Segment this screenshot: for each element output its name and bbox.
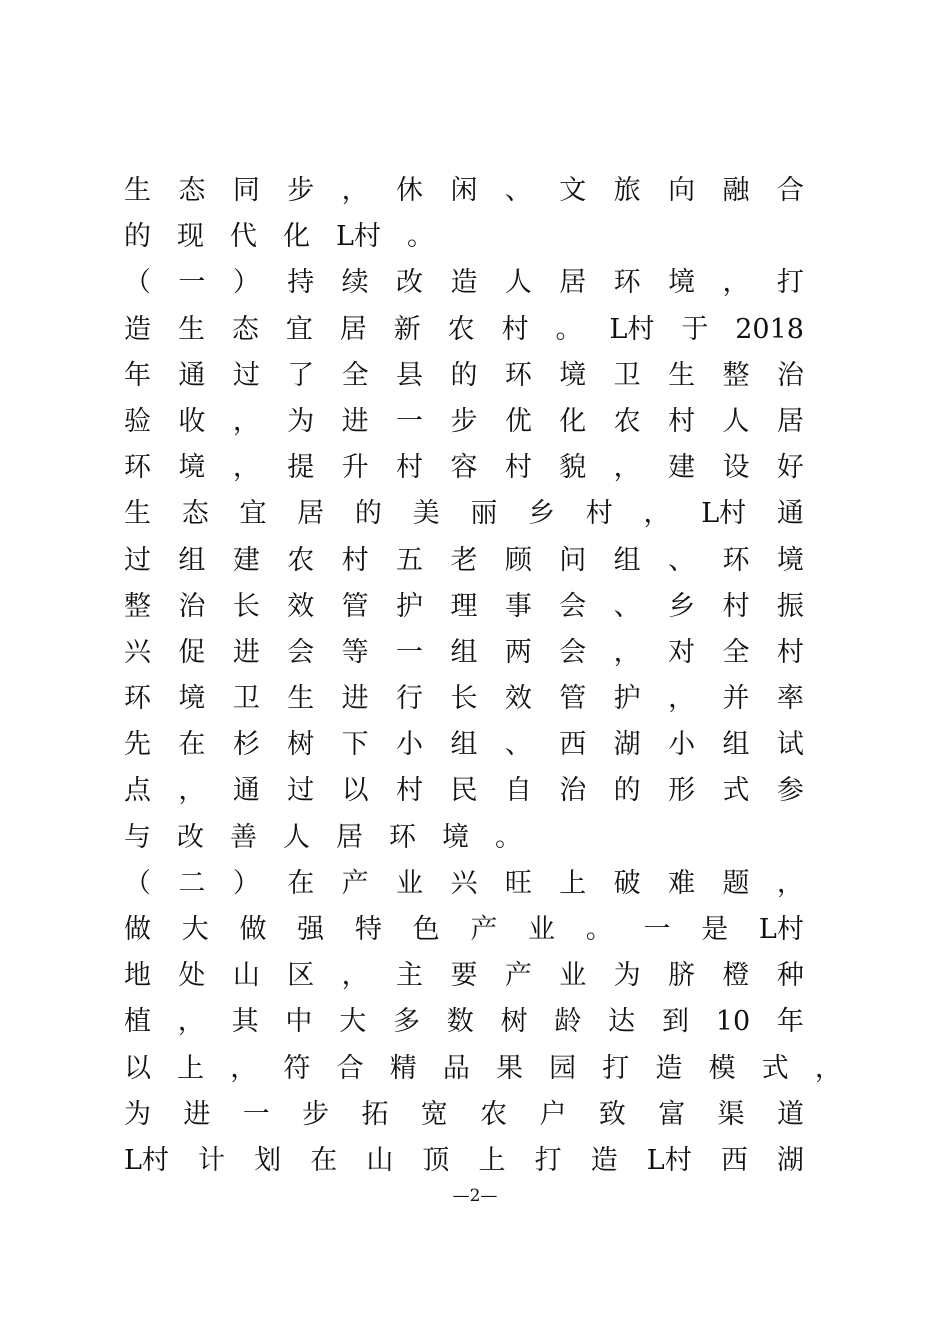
text-glyph: 组 bbox=[450, 729, 478, 761]
text-glyph: 计 bbox=[198, 1144, 226, 1176]
text-glyph: 为 bbox=[124, 1098, 151, 1130]
text-glyph: 10 bbox=[715, 1006, 751, 1038]
text-glyph: ， bbox=[814, 1052, 842, 1084]
text-glyph: 业 bbox=[559, 960, 587, 992]
text-glyph: 植 bbox=[124, 1006, 151, 1038]
text-glyph: 等 bbox=[341, 636, 369, 668]
text-glyph: 业 bbox=[528, 914, 556, 945]
text-glyph: 旺 bbox=[504, 867, 532, 899]
text-glyph: 境 bbox=[442, 821, 469, 853]
text-glyph: 管 bbox=[341, 590, 369, 622]
text-glyph: 主 bbox=[396, 960, 424, 992]
text-glyph: 代 bbox=[230, 221, 257, 253]
text-glyph: 一 bbox=[643, 914, 671, 945]
text-glyph: 的 bbox=[354, 498, 382, 530]
text-glyph: 。 bbox=[495, 821, 522, 853]
text-line bbox=[124, 630, 804, 676]
text-glyph: 护 bbox=[396, 590, 424, 622]
text-glyph: 橙 bbox=[722, 960, 750, 992]
text-glyph: 品 bbox=[442, 1052, 470, 1084]
text-glyph: 组 bbox=[178, 544, 206, 576]
text-glyph: 人 bbox=[504, 267, 532, 299]
text-line bbox=[124, 584, 804, 630]
text-glyph: 下 bbox=[341, 729, 369, 761]
text-glyph: 闲 bbox=[450, 175, 478, 206]
text-glyph: 对 bbox=[668, 636, 696, 668]
text-glyph: 一 bbox=[242, 1098, 270, 1130]
text-glyph: 形 bbox=[668, 775, 696, 807]
text-glyph: 以 bbox=[341, 775, 369, 807]
text-glyph: 组 bbox=[613, 544, 641, 576]
text-glyph: 通 bbox=[232, 775, 260, 807]
text-glyph: 效 bbox=[287, 590, 315, 622]
text-glyph: 宜 bbox=[285, 313, 313, 345]
text-glyph: 境 bbox=[776, 544, 804, 576]
text-glyph: 验 bbox=[124, 405, 151, 437]
text-line bbox=[124, 1046, 842, 1092]
text-glyph: 整 bbox=[722, 359, 750, 391]
text-glyph: 进 bbox=[341, 683, 369, 715]
text-glyph: 造 bbox=[124, 313, 151, 345]
text-glyph: 自 bbox=[504, 775, 532, 807]
text-glyph: ） bbox=[232, 267, 260, 299]
text-glyph: 一 bbox=[396, 636, 424, 668]
text-glyph: 治 bbox=[559, 775, 587, 807]
text-glyph: 树 bbox=[500, 1006, 528, 1038]
text-line bbox=[124, 676, 804, 722]
text-glyph: 行 bbox=[396, 683, 424, 715]
text-glyph: 2018 bbox=[735, 313, 804, 345]
text-glyph: 村 bbox=[776, 636, 804, 668]
text-glyph: 态 bbox=[181, 498, 209, 530]
text-glyph: 参 bbox=[776, 775, 804, 807]
text-glyph: 为 bbox=[613, 960, 641, 992]
text-glyph: 善 bbox=[230, 821, 257, 853]
text-glyph: ， bbox=[178, 775, 206, 807]
text-glyph: 处 bbox=[178, 960, 206, 992]
text-glyph: 过 bbox=[124, 544, 151, 576]
text-line bbox=[124, 399, 804, 445]
text-glyph: 村 bbox=[341, 544, 369, 576]
text-glyph: 两 bbox=[504, 636, 532, 668]
text-glyph: 树 bbox=[287, 729, 315, 761]
text-glyph: 大 bbox=[339, 1006, 367, 1038]
text-glyph: 休 bbox=[396, 175, 424, 206]
text-glyph: 特 bbox=[354, 914, 382, 945]
text-glyph: 全 bbox=[722, 636, 750, 668]
text-glyph: 龄 bbox=[554, 1006, 582, 1038]
text-line bbox=[124, 353, 804, 399]
text-line bbox=[124, 214, 804, 260]
text-glyph: 打 bbox=[534, 1144, 562, 1176]
text-glyph: 湖 bbox=[613, 729, 641, 761]
text-glyph: 了 bbox=[287, 359, 315, 391]
text-glyph: 新 bbox=[393, 313, 421, 345]
text-glyph: 人 bbox=[283, 821, 310, 853]
text-glyph: 促 bbox=[178, 636, 206, 668]
text-glyph: 顶 bbox=[422, 1144, 450, 1176]
text-glyph: 会 bbox=[287, 636, 315, 668]
text-glyph: 在 bbox=[287, 867, 315, 899]
text-glyph: 先 bbox=[124, 729, 151, 761]
text-line bbox=[124, 768, 804, 814]
text-glyph: 模 bbox=[708, 1052, 736, 1084]
text-glyph: 道 bbox=[776, 1098, 804, 1130]
text-glyph: 、 bbox=[668, 544, 696, 576]
text-glyph: 升 bbox=[341, 452, 369, 484]
text-glyph: 达 bbox=[608, 1006, 636, 1038]
text-line bbox=[124, 168, 804, 214]
text-glyph: 其 bbox=[231, 1006, 259, 1038]
text-glyph: 造 bbox=[590, 1144, 618, 1176]
text-glyph: 卫 bbox=[232, 683, 260, 715]
text-glyph: 题 bbox=[722, 867, 750, 899]
text-glyph: 二 bbox=[178, 867, 206, 899]
text-glyph: 进 bbox=[183, 1098, 211, 1130]
text-glyph: 强 bbox=[297, 914, 325, 945]
text-glyph: 到 bbox=[661, 1006, 689, 1038]
text-glyph: 同 bbox=[232, 175, 260, 206]
text-glyph: L村 bbox=[701, 498, 747, 530]
text-glyph: 在 bbox=[178, 729, 206, 761]
text-glyph: 旅 bbox=[613, 175, 641, 206]
text-glyph: 融 bbox=[722, 175, 750, 206]
text-glyph: 湖 bbox=[776, 1144, 804, 1176]
text-glyph: 破 bbox=[613, 867, 641, 899]
text-glyph: 步 bbox=[450, 405, 478, 437]
text-line bbox=[124, 260, 804, 306]
text-glyph: 问 bbox=[559, 544, 587, 576]
text-line bbox=[124, 815, 804, 861]
text-glyph: 业 bbox=[396, 867, 424, 899]
text-glyph: 境 bbox=[559, 359, 587, 391]
text-glyph: 的 bbox=[450, 359, 478, 391]
text-glyph: 划 bbox=[254, 1144, 282, 1176]
text-glyph: 会 bbox=[559, 636, 587, 668]
text-glyph: 的 bbox=[613, 775, 641, 807]
text-glyph: 村 bbox=[722, 590, 750, 622]
text-glyph: 西 bbox=[720, 1144, 748, 1176]
text-glyph: 长 bbox=[450, 683, 478, 715]
text-glyph: 生 bbox=[287, 683, 315, 715]
text-glyph: 过 bbox=[287, 775, 315, 807]
text-glyph: 拓 bbox=[361, 1098, 389, 1130]
text-glyph: 生 bbox=[177, 313, 205, 345]
text-glyph: 振 bbox=[776, 590, 804, 622]
text-glyph: 向 bbox=[668, 175, 696, 206]
text-glyph: 打 bbox=[776, 267, 804, 299]
text-glyph: 兴 bbox=[450, 867, 478, 899]
text-glyph: 步 bbox=[287, 175, 315, 206]
text-glyph: 试 bbox=[776, 729, 804, 761]
text-glyph: 建 bbox=[232, 544, 260, 576]
text-glyph: 渠 bbox=[717, 1098, 745, 1130]
text-glyph: 步 bbox=[302, 1098, 330, 1130]
text-glyph: 生 bbox=[124, 498, 151, 530]
text-glyph: 年 bbox=[776, 1006, 804, 1038]
text-glyph: （ bbox=[124, 867, 151, 899]
text-glyph: 做 bbox=[124, 914, 151, 945]
text-glyph: ， bbox=[722, 267, 750, 299]
text-glyph: 造 bbox=[655, 1052, 683, 1084]
text-glyph: 、 bbox=[504, 729, 532, 761]
text-glyph: 管 bbox=[559, 683, 587, 715]
text-glyph: 生 bbox=[668, 359, 696, 391]
text-line bbox=[124, 953, 804, 999]
text-glyph: 护 bbox=[613, 683, 641, 715]
text-glyph: ， bbox=[643, 498, 671, 530]
text-glyph: 现 bbox=[177, 221, 204, 253]
text-glyph: 农 bbox=[613, 405, 641, 437]
text-line bbox=[124, 307, 804, 353]
text-glyph: L村 bbox=[336, 221, 381, 253]
text-glyph: 全 bbox=[341, 359, 369, 391]
text-glyph: 收 bbox=[178, 405, 206, 437]
text-glyph: 宜 bbox=[239, 498, 267, 530]
text-glyph: 建 bbox=[668, 452, 696, 484]
text-glyph: L村 bbox=[124, 1144, 169, 1176]
text-glyph: 并 bbox=[722, 683, 750, 715]
text-glyph: 整 bbox=[124, 590, 151, 622]
text-glyph: 产 bbox=[470, 914, 498, 945]
text-glyph: 产 bbox=[341, 867, 369, 899]
text-glyph: 通 bbox=[776, 498, 804, 530]
text-glyph: 容 bbox=[450, 452, 478, 484]
text-glyph: 合 bbox=[776, 175, 804, 206]
text-line bbox=[124, 861, 804, 907]
text-glyph: 率 bbox=[776, 683, 804, 715]
text-glyph: 通 bbox=[178, 359, 206, 391]
text-glyph: ， bbox=[341, 175, 369, 206]
text-line bbox=[124, 722, 804, 768]
text-glyph: 效 bbox=[504, 683, 532, 715]
text-glyph: 脐 bbox=[668, 960, 696, 992]
text-glyph: 于 bbox=[681, 313, 709, 345]
text-glyph: 农 bbox=[287, 544, 315, 576]
text-glyph: 要 bbox=[450, 960, 478, 992]
text-glyph: 环 bbox=[504, 359, 532, 391]
body-text bbox=[124, 168, 842, 1184]
text-glyph: 园 bbox=[549, 1052, 577, 1084]
text-glyph: 居 bbox=[297, 498, 325, 530]
text-line bbox=[124, 1092, 804, 1138]
text-glyph: 进 bbox=[232, 636, 260, 668]
text-line bbox=[124, 1138, 804, 1184]
text-glyph: 居 bbox=[776, 405, 804, 437]
text-glyph: 态 bbox=[178, 175, 206, 206]
text-glyph: 人 bbox=[722, 405, 750, 437]
text-glyph: ， bbox=[341, 960, 369, 992]
text-glyph: 一 bbox=[178, 267, 206, 299]
text-glyph: 文 bbox=[559, 175, 587, 206]
text-glyph: 村 bbox=[504, 452, 532, 484]
text-glyph: 民 bbox=[450, 775, 478, 807]
text-glyph: 小 bbox=[668, 729, 696, 761]
text-glyph: 改 bbox=[177, 821, 204, 853]
text-glyph: 上 bbox=[478, 1144, 506, 1176]
text-glyph: ， bbox=[177, 1006, 205, 1038]
text-line bbox=[124, 538, 804, 584]
text-glyph: 事 bbox=[504, 590, 532, 622]
text-glyph: 山 bbox=[232, 960, 260, 992]
text-glyph: 山 bbox=[366, 1144, 394, 1176]
text-glyph: 兴 bbox=[124, 636, 151, 668]
text-glyph: 县 bbox=[396, 359, 424, 391]
text-glyph: 治 bbox=[178, 590, 206, 622]
text-glyph: 精 bbox=[389, 1052, 417, 1084]
text-glyph: 以 bbox=[124, 1052, 151, 1084]
text-glyph: 续 bbox=[341, 267, 369, 299]
text-glyph: 组 bbox=[450, 636, 478, 668]
text-glyph: 美 bbox=[412, 498, 440, 530]
text-glyph: 与 bbox=[124, 821, 151, 853]
text-glyph: 富 bbox=[658, 1098, 686, 1130]
text-glyph: 环 bbox=[389, 821, 416, 853]
text-glyph: 上 bbox=[559, 867, 587, 899]
text-line bbox=[124, 491, 804, 537]
text-glyph: 在 bbox=[310, 1144, 338, 1176]
text-glyph: 符 bbox=[283, 1052, 311, 1084]
text-glyph: L村 bbox=[609, 313, 655, 345]
text-glyph: 是 bbox=[701, 914, 729, 945]
text-glyph: 优 bbox=[504, 405, 532, 437]
text-glyph: 村 bbox=[396, 452, 424, 484]
text-glyph: 、 bbox=[613, 590, 641, 622]
text-glyph: ， bbox=[232, 452, 260, 484]
text-glyph: 长 bbox=[232, 590, 260, 622]
text-glyph: 老 bbox=[450, 544, 478, 576]
text-glyph: 环 bbox=[722, 544, 750, 576]
text-glyph: ， bbox=[613, 636, 641, 668]
text-glyph: ） bbox=[232, 867, 260, 899]
text-glyph: 组 bbox=[722, 729, 750, 761]
text-glyph: ， bbox=[668, 683, 696, 715]
text-glyph: 五 bbox=[396, 544, 424, 576]
text-glyph: 中 bbox=[285, 1006, 313, 1038]
text-glyph: 会 bbox=[559, 590, 587, 622]
text-glyph: 做 bbox=[239, 914, 267, 945]
text-glyph: 村 bbox=[396, 775, 424, 807]
text-glyph: ， bbox=[230, 1052, 258, 1084]
text-glyph: 态 bbox=[231, 313, 259, 345]
text-glyph: 农 bbox=[480, 1098, 508, 1130]
text-glyph: 打 bbox=[602, 1052, 630, 1084]
text-glyph: 年 bbox=[124, 359, 151, 391]
text-glyph: 色 bbox=[412, 914, 440, 945]
text-glyph: 多 bbox=[392, 1006, 420, 1038]
text-line bbox=[124, 907, 804, 953]
text-glyph: 环 bbox=[124, 683, 151, 715]
text-glyph: 境 bbox=[668, 267, 696, 299]
text-glyph: 、 bbox=[504, 175, 532, 206]
text-glyph: 卫 bbox=[613, 359, 641, 391]
text-glyph: 过 bbox=[232, 359, 260, 391]
text-glyph: 乡 bbox=[528, 498, 556, 530]
text-glyph: 顾 bbox=[504, 544, 532, 576]
text-glyph: 致 bbox=[598, 1098, 626, 1130]
text-glyph: 提 bbox=[287, 452, 315, 484]
text-glyph: 户 bbox=[539, 1098, 567, 1130]
text-glyph: ， bbox=[613, 452, 641, 484]
text-glyph: 。 bbox=[406, 221, 434, 253]
text-glyph: 造 bbox=[450, 267, 478, 299]
text-glyph: 境 bbox=[178, 683, 206, 715]
text-glyph: 村 bbox=[501, 313, 529, 345]
text-glyph: 村 bbox=[668, 405, 696, 437]
text-glyph: 地 bbox=[124, 960, 151, 992]
page-number: —2— bbox=[452, 1186, 498, 1206]
text-line bbox=[124, 445, 804, 491]
text-glyph: 小 bbox=[396, 729, 424, 761]
text-glyph: 难 bbox=[668, 867, 696, 899]
text-glyph: 式 bbox=[722, 775, 750, 807]
text-glyph: ， bbox=[776, 867, 804, 899]
text-glyph: 好 bbox=[776, 452, 804, 484]
text-glyph: 。 bbox=[585, 914, 613, 945]
text-glyph: ， bbox=[232, 405, 260, 437]
text-glyph: 设 bbox=[722, 452, 750, 484]
text-glyph: 为 bbox=[287, 405, 315, 437]
text-glyph: 区 bbox=[287, 960, 315, 992]
text-glyph: 点 bbox=[124, 775, 151, 807]
text-glyph: 改 bbox=[396, 267, 424, 299]
text-glyph: 丽 bbox=[470, 498, 498, 530]
text-glyph: 居 bbox=[559, 267, 587, 299]
text-glyph: 化 bbox=[283, 221, 310, 253]
text-glyph: 的 bbox=[124, 221, 151, 253]
text-glyph: 一 bbox=[396, 405, 424, 437]
text-glyph: L村 bbox=[646, 1144, 692, 1176]
text-glyph: 化 bbox=[559, 405, 587, 437]
text-glyph: 貌 bbox=[559, 452, 587, 484]
text-glyph: 产 bbox=[504, 960, 532, 992]
text-line bbox=[124, 999, 804, 1045]
text-glyph: 进 bbox=[341, 405, 369, 437]
text-glyph: 治 bbox=[776, 359, 804, 391]
text-glyph: （ bbox=[124, 267, 151, 299]
text-glyph: 种 bbox=[776, 960, 804, 992]
text-glyph: 果 bbox=[495, 1052, 523, 1084]
text-glyph: 环 bbox=[613, 267, 641, 299]
text-glyph: 理 bbox=[450, 590, 478, 622]
text-glyph: 上 bbox=[177, 1052, 205, 1084]
text-glyph: 式 bbox=[761, 1052, 789, 1084]
text-glyph: 乡 bbox=[668, 590, 696, 622]
text-glyph: 西 bbox=[559, 729, 587, 761]
text-glyph: 环 bbox=[124, 452, 151, 484]
text-glyph: 居 bbox=[339, 313, 367, 345]
text-glyph: 合 bbox=[336, 1052, 364, 1084]
text-glyph: 数 bbox=[446, 1006, 474, 1038]
text-glyph: 宽 bbox=[420, 1098, 448, 1130]
text-glyph: 。 bbox=[555, 313, 583, 345]
text-glyph: 杉 bbox=[232, 729, 260, 761]
text-glyph: 村 bbox=[585, 498, 613, 530]
text-glyph: 农 bbox=[447, 313, 475, 345]
text-glyph: 生 bbox=[124, 175, 151, 206]
text-glyph: 居 bbox=[336, 821, 363, 853]
text-glyph: 境 bbox=[178, 452, 206, 484]
text-glyph: L村 bbox=[758, 914, 804, 945]
text-glyph: 大 bbox=[181, 914, 209, 945]
text-glyph: 持 bbox=[287, 267, 315, 299]
